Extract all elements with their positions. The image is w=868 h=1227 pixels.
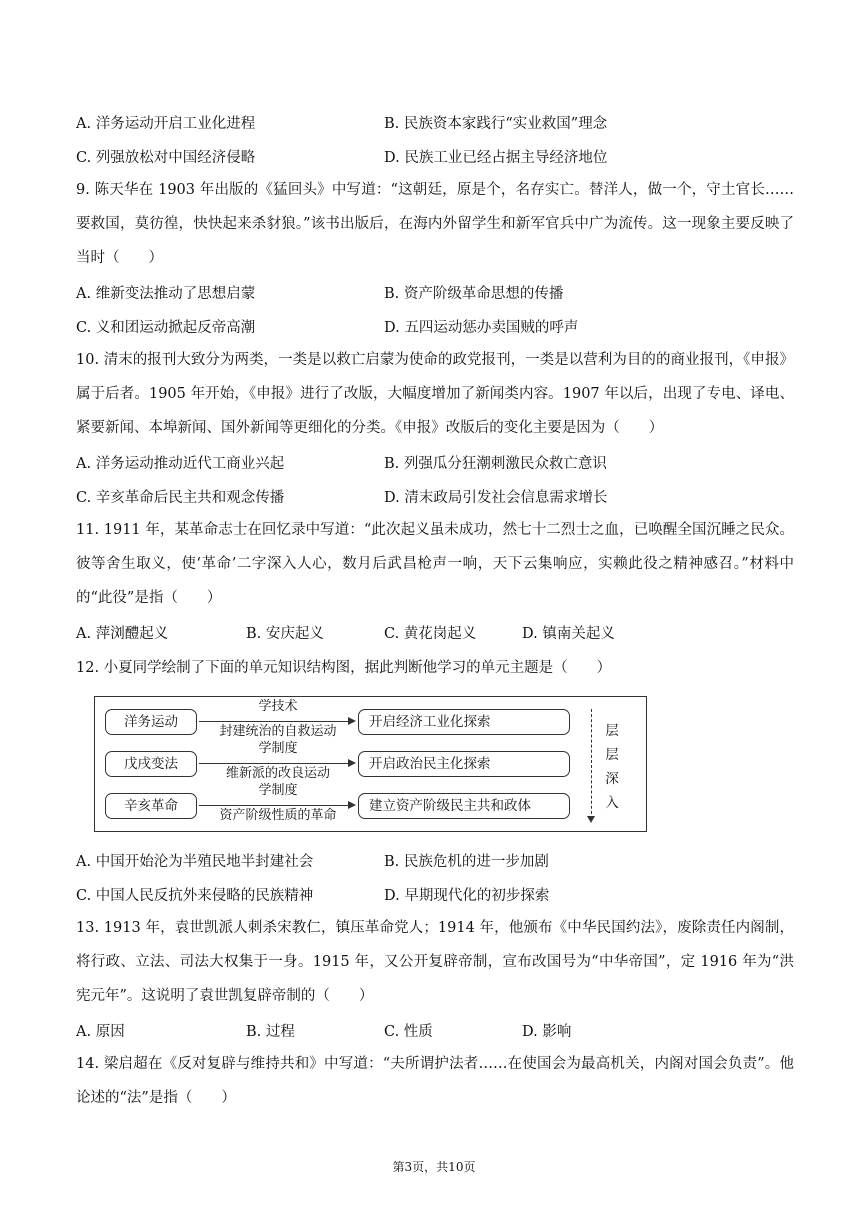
q14-stem: 14. 梁启超在《反对复辟与维持共和》中写道：“夫所谓护法者……在使国会为最高机关，内阁对国会负责”。他论述的“法”是指（ ） <box>76 1056 794 1106</box>
q10-option-a: A. 洋务运动推动近代工商业兴起 <box>76 456 285 472</box>
diagram-top-label-2: 学制度 <box>258 741 298 756</box>
diagram-arrow-3 <box>199 805 354 806</box>
diagram-right-box-1: 开启经济工业化探索 <box>358 709 570 735</box>
q10-option-d: D. 清末政局引发社会信息需求增长 <box>384 490 608 506</box>
q13-option-c: C. 性质 <box>384 1024 433 1040</box>
q10-stem: 10. 清末的报刊大致分为两类，一类是以救亡启蒙为使命的政党报刊，一类是以营利为目的的商业报刊，《申报》属于后者。1905 年开始，《申报》进行了改版，大幅度增加了新闻类内容。1907 年以后，出现了专电、译电、紧要新闻、本埠新闻、国外新闻等更细化的分类。《申报》改版后的变化主要是因为（ ） <box>76 352 794 436</box>
q9-option-b: B. 资产阶级革命思想的传播 <box>384 286 564 302</box>
q13-option-b: B. 过程 <box>246 1024 295 1040</box>
diagram-side-label <box>602 719 622 815</box>
q9-stem: 9. 陈天华在 1903 年出版的《猛回头》中写道：“这朝廷，原是个，名存实亡。替洋人，做一个，守土官长……要救国，莫彷徨，快快起来杀豺狼。”该书出版后，在海内外留学生和新军官兵中广为流传。这一现象主要反映了当时（ ） <box>76 182 794 266</box>
side-char-3: 深 <box>605 771 619 787</box>
q12-option-d: D. 早期现代化的初步探索 <box>384 888 550 904</box>
side-char-2: 层 <box>605 747 619 763</box>
q11-stem: 11. 1911 年，某革命志士在回忆录中写道：“此次起义虽未成功，然七十二烈士之血，已唤醒全国沉睡之民众。彼等舍生取义，使‘革命’二字深入人心，数月后武昌枪声一响，天下云集响应，实赖此役之精神感召。”材料中的“此役”是指（ ） <box>76 522 794 606</box>
q8-option-a: A. 洋务运动开启工业化进程 <box>76 116 256 132</box>
knowledge-structure-diagram <box>94 696 647 832</box>
diagram-left-box-3: 辛亥革命 <box>105 793 197 819</box>
q11-option-c: C. 黄花岗起义 <box>384 626 477 642</box>
diagram-arrow-1 <box>199 721 354 722</box>
diagram-left-box-2: 戊戌变法 <box>105 751 197 777</box>
page-footer: 第3页，共10页 <box>392 1160 476 1174</box>
q11-option-a: A. 萍浏醴起义 <box>76 626 169 642</box>
diagram-progression-arrow <box>591 709 592 819</box>
diagram-bottom-label-3: 资产阶级性质的革命 <box>219 808 337 823</box>
q11-option-d: D. 镇南关起义 <box>522 626 615 642</box>
side-char-1: 层 <box>605 723 619 739</box>
q13-stem: 13. 1913 年，袁世凯派人刺杀宋教仁，镇压革命党人；1914 年，他颁布《中华民国约法》，废除责任内阁制，将行政、立法、司法大权集于一身。1915 年，又公开复辟帝制，宣布改国号为“中华帝国”，定 1916 年为“洪宪元年”。这说明了袁世凯复辟帝制的（ ） <box>76 920 794 1004</box>
diagram-top-label-1: 学技术 <box>258 699 298 714</box>
q10-option-b: B. 列强瓜分狂潮刺激民众救亡意识 <box>384 456 607 472</box>
q9-option-c: C. 义和团运动掀起反帝高潮 <box>76 320 256 336</box>
q12-option-a: A. 中国开始沦为半殖民地半封建社会 <box>76 854 314 870</box>
diagram-right-box-3: 建立资产阶级民主共和政体 <box>358 793 570 819</box>
diagram-bottom-label-1: 封建统治的自救运动 <box>219 724 337 739</box>
q12-stem: 12. 小夏同学绘制了下面的单元知识结构图，据此判断他学习的单元主题是（ ） <box>76 660 612 676</box>
q9-option-a: A. 维新变法推动了思想启蒙 <box>76 286 256 302</box>
diagram-left-box-1: 洋务运动 <box>105 709 197 735</box>
diagram-top-label-3: 学制度 <box>258 783 298 798</box>
q12-option-c: C. 中国人民反抗外来侵略的民族精神 <box>76 888 314 904</box>
diagram-bottom-label-2: 维新派的改良运动 <box>225 766 330 781</box>
q10-option-c: C. 辛亥革命后民主共和观念传播 <box>76 490 285 506</box>
q13-option-a: A. 原因 <box>76 1024 125 1040</box>
diagram-right-box-2: 开启政治民主化探索 <box>358 751 570 777</box>
q8-option-b: B. 民族资本家践行“实业救国”理念 <box>384 116 608 132</box>
q8-option-d: D. 民族工业已经占据主导经济地位 <box>384 150 608 166</box>
q11-option-b: B. 安庆起义 <box>246 626 324 642</box>
q12-option-b: B. 民族危机的进一步加剧 <box>384 854 549 870</box>
diagram-arrow-2 <box>199 763 354 764</box>
q9-option-d: D. 五四运动惩办卖国贼的呼声 <box>384 320 579 336</box>
side-char-4: 入 <box>605 795 619 811</box>
q13-option-d: D. 影响 <box>522 1024 572 1040</box>
q8-option-c: C. 列强放松对中国经济侵略 <box>76 150 256 166</box>
